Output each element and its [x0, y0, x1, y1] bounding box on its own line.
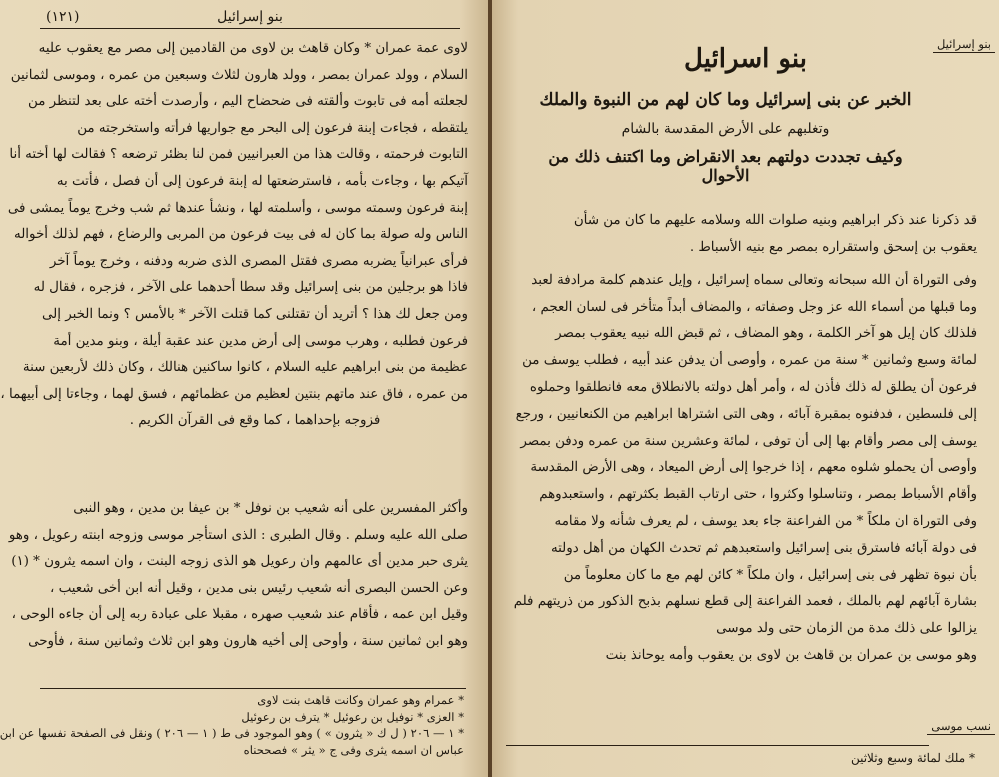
- text-line: إلى فلسطين ، فدفنوه بمقبرة آبائه ، وهى التى اشتراها ابراهيم من الكنعانيين ، ورجع: [515, 406, 977, 422]
- text-line: صلى الله عليه وسلم . وقال الطبرى : الذى استأجر موسى وزوجه ابنته رعويل ، وهو: [8, 527, 468, 543]
- text-line: وأوصى أن يحملو شلوه معهم ، إذا خرجوا إلى أرض الميعاد ، وهى الأرض المقدسة: [530, 460, 977, 476]
- margin-note-top: بنو إسرائيل: [933, 36, 995, 53]
- text-line: يزالوا على ذلك مدة من الزمان حتى ولد موسى: [716, 621, 977, 637]
- footnotes: [0, 692, 464, 758]
- text-line: قد ذكرنا عند ذكر ابراهيم وبنيه صلوات الله وسلامه عليهم ما كان من شأن: [573, 213, 977, 228]
- text-line: وأقام الأسباط بمصر ، وتناسلوا وكثروا ، حتى ارتاب القبط بكثرتهم ، واستعبدوهم: [539, 487, 977, 503]
- text-line: التابوت فرحمته ، وقالت هذا من العبرانيين فمن لنا بظئر ترضعه ؟ فقالت لها أخته أنا: [9, 147, 468, 163]
- footnote-line: عباس ان اسمه يثرى وفى ج « يثر » فصححناه: [243, 742, 464, 757]
- margin-note-lineage: نسب موسى: [927, 718, 995, 735]
- running-head: [40, 6, 460, 29]
- left-paragraph-2: [8, 496, 468, 656]
- page-number: (١٢١): [46, 9, 80, 25]
- text-line: يعقوب بن إسحق واستقراره بمصر مع بنيه الأسباط .: [689, 240, 977, 255]
- text-line: السلام ، وولد عمران بمصر ، وولد هارون لثلاث وسبعين من عمره ، وموسى لثمانين: [10, 67, 468, 83]
- text-line: وهو ابن ثمانين سنة ، وأوحى إلى أخيه هارون وهو ابن ثلاث وثمانين سنة ، فأوحى: [28, 633, 468, 649]
- left-paragraph-1: [0, 36, 468, 435]
- footnote-line: * عمرام وهو عمران وكانت قاهث بنت لاوى: [257, 693, 464, 707]
- text-line: وعن الحسن البصرى أنه شعيب رئيس بنى مدين ، وقيل أنه ابن أخى شعيب ،: [50, 580, 468, 596]
- text-line: آتيكم بها ، وجاءت بأمه ، فاسترضعتها له إبنة فرعون إلى أن فصل ، فأتت به: [56, 173, 468, 189]
- text-line: فرأى عبرانياً يضربه مصرى فقتل المصرى الذى ضربه ودفنه ، وخرج يوماً آخر: [49, 253, 468, 269]
- chapter-title: بنو اسرائيل: [684, 44, 807, 74]
- text-line: وفى التوراة أن الله سبحانه وتعالى سماه إسرائيل ، وإيل عندهم كلمة مرادفة لعبد: [531, 272, 977, 288]
- right-intro-paragraph: [502, 208, 977, 235]
- text-line: بأن نبوة تظهر فى بنى إسرائيل ، وان ملكاً * كائن لهم مع ما كان معلوماً من: [563, 567, 977, 583]
- text-line: فرعون فطلبه ، وهرب موسى إلى أرض مدين عند عقبة أيلة ، وبنو مدين أمة: [53, 333, 468, 349]
- chapter-subtitle-1: الخبر عن بنى إسرائيل وما كان لهم من النبوة والملك: [539, 90, 912, 110]
- footnote-line: * العزى * نوفيل بن رعوئيل * يترف بن رعوئيل: [241, 709, 464, 724]
- text-line: فى دولة آبائه فاسترق بنى إسرائيل واستعبدهم ثم تحدث الكهان من أهل دولته: [550, 540, 977, 556]
- footnote-divider: [506, 745, 929, 746]
- text-line: الناس وله صولة بما كان له فى بيت فرعون من المربى والرضاع ، فهم لذلك أخواله: [14, 227, 468, 243]
- right-body: [502, 235, 977, 670]
- right-page: [492, 0, 999, 777]
- text-line: عظيمة من بنى ابراهيم عليه السلام ، كانوا ساكنين هنالك ، وكان ذلك لأربعين سنة: [22, 360, 468, 376]
- footnote: * ملك لمائة وسبع وثلاثين: [850, 751, 975, 765]
- text-line: ومن جعل لك هذا ؟ أتريد أن تقتلنى كما قتلت الآخر * بالأمس ؟ ونما الخبر إلى: [41, 306, 468, 322]
- text-line: فزوجه بإحداهما ، كما وقع فى القرآن الكريم .: [129, 413, 381, 429]
- text-line: لمائة وسبع وثمانين * سنة من عمره ، وأوصى أن يدفن عند أبيه ، فطلب يوسف من: [522, 353, 977, 369]
- text-line: من عمره ، فاق عند ماتهم بنتين لعظيم من عظمائهم ، فسق لهما ، وجاءتا إلى أبيهما ،: [0, 386, 468, 402]
- left-page: [0, 0, 490, 777]
- footnote-line: * ١ — ٢٠٦ ( ل ك « يثرون » ) وهو الموجود فى ط ( ١ — ٢٠٦ ) ونقل فى الصفحة نفسها عن ابن: [0, 726, 464, 740]
- running-head-title: بنو إسرائيل: [217, 9, 283, 25]
- text-line: لاوى عمة عمران * وكان قاهث بن لاوى من القادمين إلى مصر مع يعقوب عليه: [38, 41, 468, 56]
- text-line: وما قبلها من أسماء الله عز وجل وصفاته ، والمضاف أبداً متأخر فى لسان العجم ،: [531, 299, 977, 315]
- text-line: فرعون أن يطلق له ذلك فأذن له ، وأمر أهل دولته بالانطلاق معه فانطلقوا وحملوه: [529, 379, 977, 395]
- text-line: يثرى حبر مدين أى عالمهم وان رعويل هو الذى زوجه البنت ، وان اسمه يثرون * (١): [11, 554, 468, 570]
- text-line: وهو موسى بن عمران بن قاهث بن لاوى بن يعقوب وأمه يوحانذ بنت: [605, 647, 977, 663]
- text-line: فلذلك كان إيل هو آخر الكلمة ، وهو المضاف ، ثم قبض الله نبيه يعقوب بمصر: [555, 326, 977, 342]
- text-line: يوسف إلى مصر وأقام بها إلى أن توفى ، لمائة وعشرين سنة من عمره ودفن بمصر: [520, 433, 977, 449]
- text-line: وأكثر المفسرين على أنه شعيب بن نوفل * بن عيفا بن مدين ، وهو النبى: [73, 501, 468, 516]
- text-line: إبنة فرعون وسمته موسى ، وأسلمته لها ، ونشأ عندها ثم شب وخرج يوماً يمشى فى: [7, 200, 468, 216]
- text-line: فاذا هو برجلين من بنى إسرائيل وقد سطا أحدهما على الآخر ، فزجره ، فقال له: [33, 280, 468, 296]
- text-line: وقيل ابن عمه ، فأقام عند شعيب صهره ، مقبلا على عبادة ربه إلى أن جاءه الوحى ،: [11, 607, 468, 623]
- chapter-subtitle-3: وكيف تجددت دولتهم بعد الانقراض وما اكتنف ذلك من الأحوال: [548, 147, 903, 185]
- text-line: وفى التوراة ان ملكاً * من الفراعنة جاء بعد يوسف ، لم يعرف شأنه ولا مقامه: [554, 513, 977, 529]
- footnote-divider: [40, 688, 466, 689]
- text-line: بشارة آبائهم لهم بالملك ، فعمد الفراعنة إلى قطع نسلهم بذبح الذكور من ذريتهم فلم: [513, 594, 977, 610]
- text-line: لجعلته أمه فى تابوت وألقته فى ضحضاح اليم ، وأرصدت أخته على بعد لتنظر من: [28, 94, 468, 110]
- text-line: يلتقطه ، فجاءت إبنة فرعون إلى البحر مع جواريها فرأته واستخرجته من: [77, 120, 468, 136]
- chapter-subtitle-2: وتغلبهم على الأرض المقدسة بالشام: [621, 121, 830, 137]
